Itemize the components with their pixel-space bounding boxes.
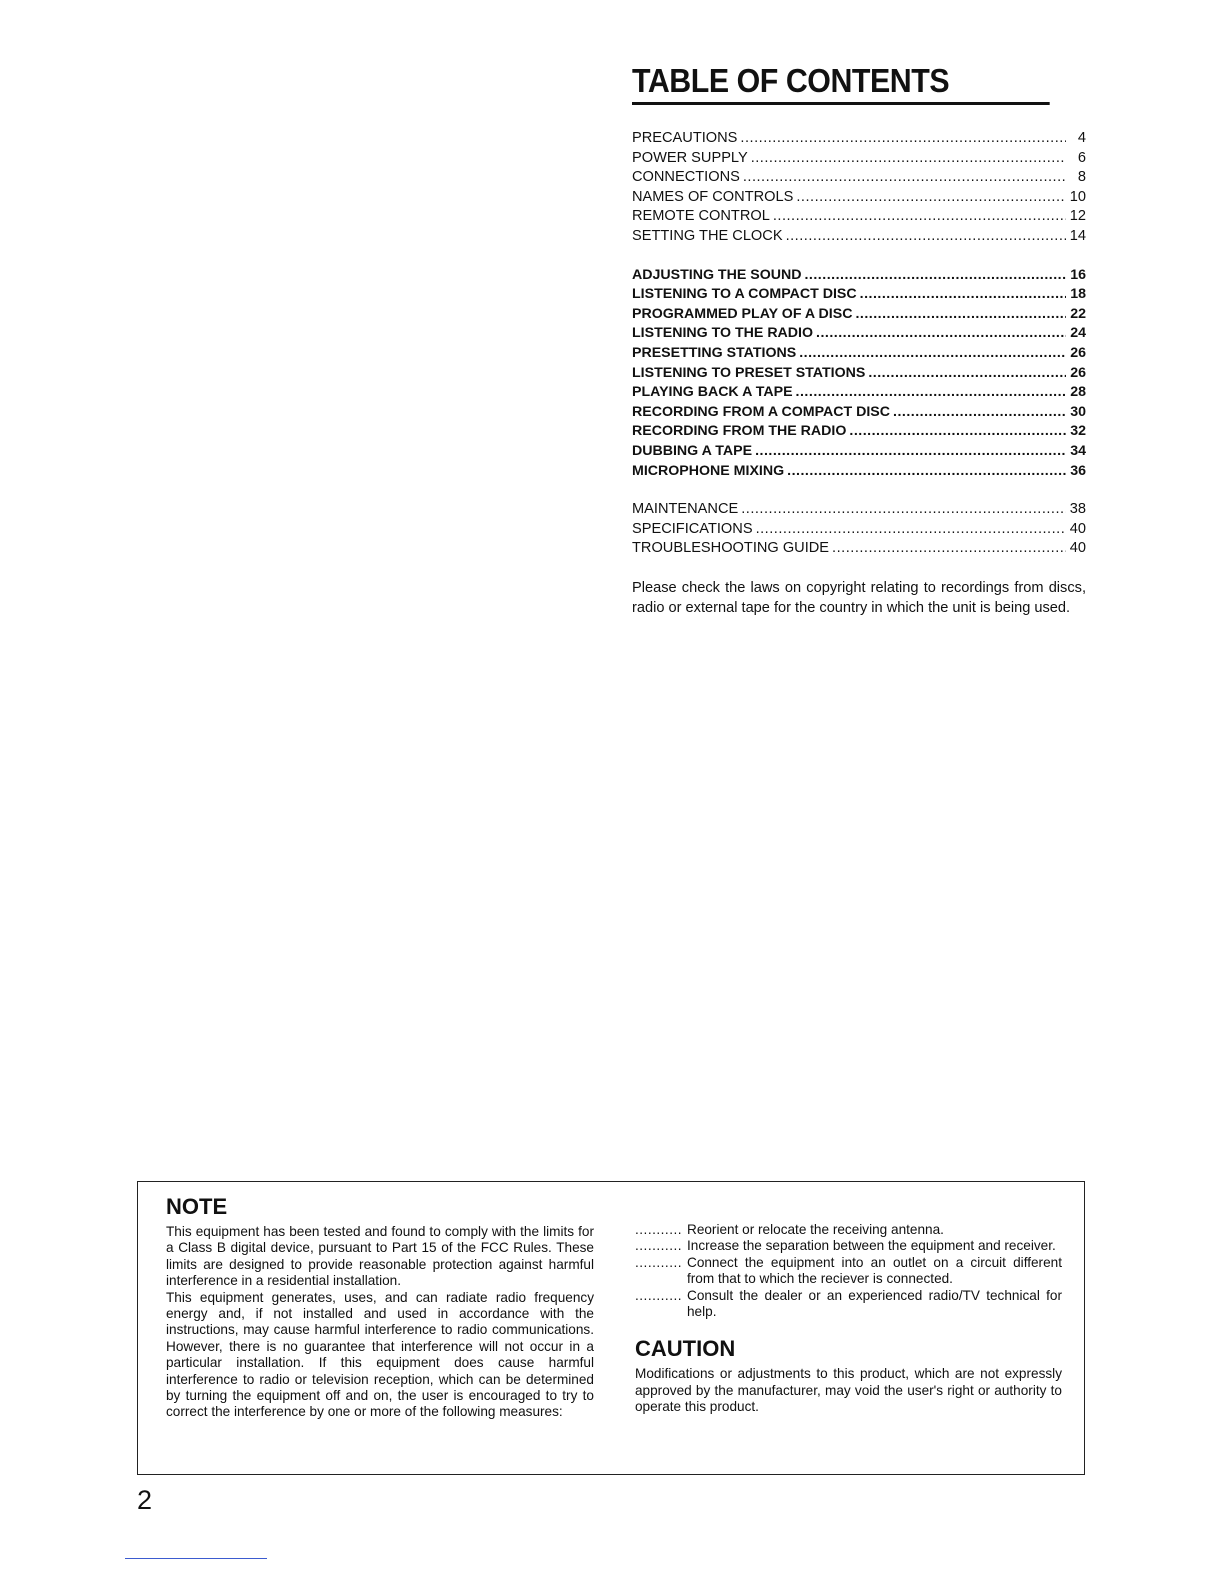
toc-entry-page: 28	[1070, 384, 1086, 401]
toc-entry-label: PROGRAMMED PLAY OF A DISC	[632, 305, 853, 322]
toc-entry-page: 40	[1069, 540, 1086, 557]
toc-entry-page: 24	[1070, 325, 1086, 342]
measure-text: Reorient or relocate the receiving antenna.	[687, 1222, 944, 1237]
toc-leader-dots	[756, 520, 1066, 540]
toc-leader-dots	[741, 500, 1066, 520]
toc-leader-dots	[893, 403, 1066, 423]
toc-entry-label: SETTING THE CLOCK	[632, 227, 783, 244]
toc-entry-label: NAMES OF CONTROLS	[632, 188, 794, 205]
toc-entry-page: 26	[1070, 344, 1086, 361]
toc-leader-dots	[868, 364, 1066, 384]
toc-leader-dots	[773, 207, 1066, 227]
toc-entry	[632, 500, 1086, 520]
toc-entry	[632, 462, 1086, 482]
toc-entry-label: PRESETTING STATIONS	[632, 344, 797, 361]
toc-entry-label: POWER SUPPLY	[632, 149, 748, 166]
toc-entry-page: 12	[1069, 208, 1086, 225]
toc-leader-dots	[787, 462, 1066, 482]
toc-entry-label: RECORDING FROM A COMPACT DISC	[632, 403, 890, 420]
toc-leader-dots	[796, 188, 1065, 208]
toc-leader-dots	[786, 227, 1066, 247]
toc-entry-label: LISTENING TO THE RADIO	[632, 325, 814, 342]
toc-entry-page: 32	[1070, 423, 1086, 440]
toc-entry-label: SPECIFICATIONS	[632, 520, 753, 537]
measure-text: Increase the separation between the equipment and receiver.	[687, 1238, 1056, 1254]
toc-entry-label: MAINTENANCE	[632, 501, 739, 518]
toc-entry-label: ADJUSTING THE SOUND	[632, 266, 802, 283]
toc-entry	[632, 442, 1086, 462]
fcc-note-box	[137, 1181, 1085, 1475]
note-paragraph: This equipment generates, uses, and can radiate radio frequency energy and, if not installed and used in accordance with the instructions, may cause harmful interference to radio communications. However, there is no guarantee that interference will not occur in a particular installation. If this equipment does cause harmful interference to radio or television reception, which can be determined by turning the equipment off and on, the user is encouraged to try to correct the interference by one or more of the following measures:	[166, 1289, 594, 1420]
measure-item	[635, 1222, 1062, 1238]
toc-entry-label: TROUBLESHOOTING GUIDE	[632, 540, 830, 557]
toc-entry-page: 40	[1069, 520, 1086, 537]
toc-entry	[632, 383, 1086, 403]
toc-entry-page: 30	[1070, 403, 1086, 420]
measure-item	[635, 1255, 1062, 1288]
measure-leader: ...........	[635, 1287, 683, 1303]
toc-entry-page: 26	[1070, 364, 1086, 381]
toc-entry	[632, 520, 1086, 540]
toc-entry	[632, 344, 1086, 364]
toc-entry	[632, 129, 1086, 149]
caution-heading: CAUTION	[635, 1336, 736, 1362]
toc-entry	[632, 227, 1086, 247]
toc-entry	[632, 149, 1086, 169]
toc-entry	[632, 422, 1086, 442]
toc-entry-page: 16	[1070, 266, 1086, 283]
toc-entry-label: MICROPHONE MIXING	[632, 462, 785, 479]
toc-leader-dots	[755, 442, 1066, 462]
toc-entry-page: 18	[1070, 286, 1086, 303]
toc-entry	[632, 266, 1086, 286]
toc-leader-dots	[816, 324, 1066, 344]
toc-leader-dots	[855, 305, 1066, 325]
toc-entry-label: PRECAUTIONS	[632, 130, 738, 146]
caution-block	[635, 1336, 1062, 1415]
toc-entry	[632, 364, 1086, 384]
toc-group-setup	[632, 129, 1086, 247]
toc-entry-label: PLAYING BACK A TAPE	[632, 384, 793, 401]
toc-leader-dots	[743, 168, 1066, 188]
measure-text: Connect the equipment into an outlet on a circuit different from that to which the reciever is connected.	[687, 1254, 1062, 1287]
note-right-column	[635, 1222, 1062, 1416]
toc-entry-label: RECORDING FROM THE RADIO	[632, 423, 847, 440]
page-number: 2	[137, 1485, 153, 1515]
toc-entry-label: CONNECTIONS	[632, 169, 740, 186]
toc-entry	[632, 285, 1086, 305]
measure-item	[635, 1238, 1062, 1254]
toc-group-operation	[632, 266, 1086, 482]
toc-entry	[632, 207, 1086, 227]
toc-entry	[632, 305, 1086, 325]
measure-text: Consult the dealer or an experienced radio/TV technical for help.	[687, 1287, 1062, 1320]
copyright-notice: Please check the laws on copyright relating to recordings from discs, radio or external tape for the country in which the unit is being used.	[632, 579, 1086, 616]
toc-entry	[632, 539, 1086, 559]
toc-leader-dots	[832, 539, 1066, 559]
toc-entry-page: 36	[1070, 462, 1086, 479]
toc-entry-page: 8	[1077, 169, 1086, 186]
toc-entry-label: DUBBING A TAPE	[632, 442, 753, 459]
toc-entry-page: 22	[1070, 305, 1086, 322]
note-left-column	[166, 1194, 594, 1421]
toc-leader-dots	[751, 149, 1066, 169]
note-paragraph: This equipment has been tested and found to comply with the limits for a Class B digital device, pursuant to Part 15 of the FCC Rules. These limits are designed to provide reasonable protection against harmful interference in a residential installation.	[166, 1224, 594, 1289]
measure-leader: ...........	[635, 1254, 683, 1270]
toc-entry-label: LISTENING TO A COMPACT DISC	[632, 286, 857, 303]
toc-entry-page: 10	[1069, 188, 1086, 205]
toc-entry	[632, 168, 1086, 188]
toc-entry	[632, 324, 1086, 344]
note-heading: NOTE	[166, 1194, 228, 1219]
toc-entry-page: 34	[1070, 442, 1086, 459]
toc-entry-label: LISTENING TO PRESET STATIONS	[632, 364, 866, 381]
table-of-contents	[632, 62, 1086, 633]
measure-leader: ...........	[635, 1238, 683, 1254]
toc-group-reference	[632, 500, 1086, 559]
toc-leader-dots	[796, 383, 1066, 403]
toc-leader-dots	[849, 422, 1066, 442]
toc-title: TABLE OF CONTENTS	[632, 62, 1050, 105]
toc-entry-page: 4	[1077, 130, 1086, 146]
caution-text: Modifications or adjustments to this product, which are not expressly approved by the manufacturer, may void the user's right or authority to operate this product.	[635, 1366, 1062, 1415]
bottom-divider	[125, 1558, 267, 1559]
toc-leader-dots	[799, 344, 1066, 364]
toc-entry	[632, 403, 1086, 423]
toc-entry-page: 38	[1069, 501, 1086, 518]
toc-entry-page: 6	[1077, 149, 1086, 166]
measure-item	[635, 1288, 1062, 1321]
toc-entry-label: REMOTE CONTROL	[632, 208, 770, 225]
toc-leader-dots	[860, 285, 1066, 305]
toc-entry-page: 14	[1069, 227, 1086, 244]
toc-leader-dots	[804, 266, 1066, 286]
toc-entry	[632, 188, 1086, 208]
toc-leader-dots	[740, 129, 1066, 149]
measure-leader: ...........	[635, 1222, 683, 1237]
